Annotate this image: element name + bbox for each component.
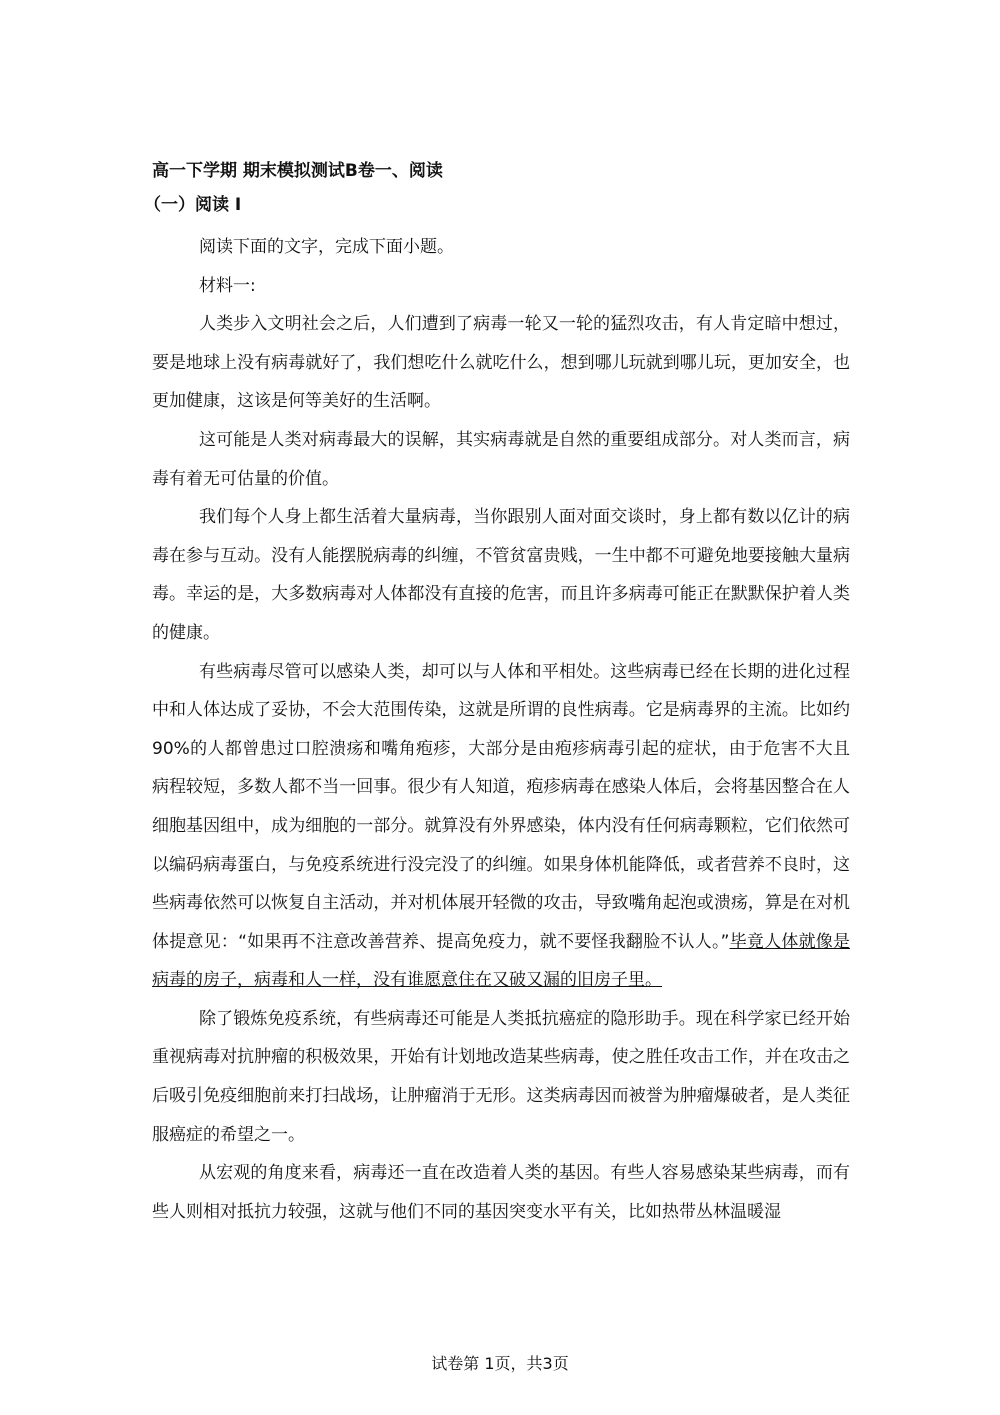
document-body [144, 156, 850, 1231]
paragraph-3: 我们每个人身上都生活着大量病毒，当你跟别人面对面交谈时，身上都有数以亿计的病毒在参与互动。没有人能摆脱病毒的纠缠，不管贫富贵贱，一生中都不可避免地要接触大量病毒。幸运的是，大多数病毒对人体都没有直接的危害，而且许多病毒可能正在默默保护着人类的健康。 [152, 507, 850, 643]
section-heading: （一）阅读 I [144, 195, 242, 215]
paragraph-2: 这可能是人类对病毒最大的误解，其实病毒就是自然的重要组成部分。对人类而言，病毒有着无可估量的价值。 [152, 429, 850, 489]
page-footer: 试卷第 1页，共3页 [431, 1354, 569, 1373]
paragraph-6: 从宏观的角度来看，病毒还一直在改造着人类的基因。有些人容易感染某些病毒，而有些人则相对抵抗力较强，这就与他们不同的基因突变水平有关，比如热带丛林温暖湿 [152, 1163, 850, 1222]
document-title: 高一下学期 期末模拟测试B卷一、阅读 [152, 161, 443, 181]
paragraph-4-text: 有些病毒尽管可以感染人类，却可以与人体和平相处。这些病毒已经在长期的进化过程中和人体达成了妥协，不会大范围传染，这就是所谓的良性病毒。它是病毒界的主流。比如约 90%的人都曾患过口腔溃疡和嘴角疱疹，大部分是由疱疹病毒引起的症状，由于危害不大且病程较短，多数人都不当一回事。很少有人知道，疱疹病毒在感染人体后，会将基因整合在人细胞基因组中，成为细胞的一部分。就算没有外界感染，体内没有任何病毒颗粒，它们依然可以编码病毒蛋白，与免疫系统进行没完没了的纠缠。如果身体机能降低，或者营养不良时，这些病毒依然可以恢复自主活动，并对机体展开轻微的攻击，导致嘴角起泡或溃疡，算是在对机体提意见：“如果再不注意改善营养、提高免疫力，就不要怪我翻脸不认人。” [152, 661, 850, 952]
paragraph-5: 除了锻炼免疫系统，有些病毒还可能是人类抵抗癌症的隐形助手。现在科学家已经开始重视病毒对抗肿瘤的积极效果，开始有计划地改造某些病毒，使之胜任攻击工作，并在攻击之后吸引免疫细胞前来打扫战场，让肿瘤消于无形。这类病毒因而被誉为肿瘤爆破者，是人类征服癌症的希望之一。 [152, 1008, 850, 1145]
paragraph-4 [152, 653, 850, 1000]
underlined-sentence: 毕竟人体就像是病毒的房子，病毒和人一样，没有谁愿意住在又破又漏的旧房子里。 [152, 931, 850, 991]
paragraph-1: 人类步入文明社会之后，人们遭到了病毒一轮又一轮的猛烈攻击，有人肯定暗中想过，要是地球上没有病毒就好了，我们想吃什么就吃什么，想到哪儿玩就到哪儿玩，更加安全，也更加健康，这该是何等美好的生活啊。 [152, 314, 850, 412]
material-label: 材料一: [199, 275, 256, 296]
instruction-paragraph: 阅读下面的文字，完成下面小题。 [199, 237, 454, 257]
